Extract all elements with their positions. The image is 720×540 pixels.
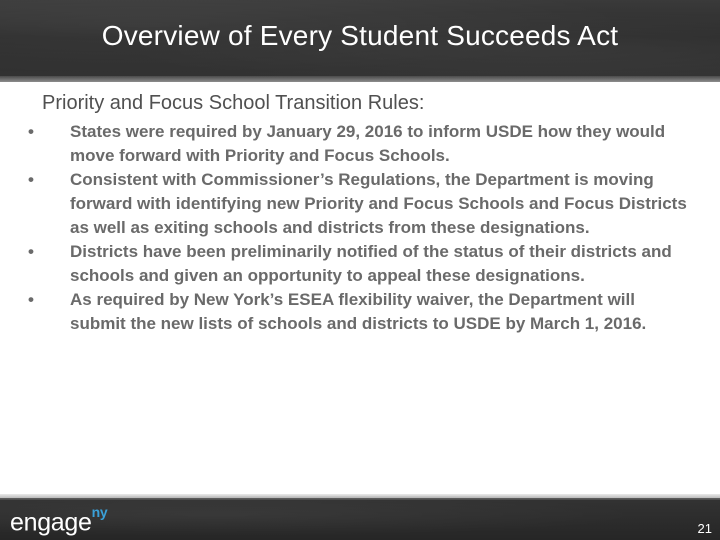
bullet-list [28,120,688,336]
slide-subtitle: Priority and Focus School Transition Rules: [42,92,425,114]
bullet-text: Consistent with Commissioner’s Regulations, the Department is moving forward with identifying new Priority and Focus Schools and Focus Districts as well as exiting schools and districts from these designations. [70,170,687,237]
bullet-text: States were required by January 29, 2016 to inform USDE how they would move forward with Priority and Focus Schools. [70,122,666,165]
header-chalkboard-band [0,0,720,82]
footer-chalkboard-band [0,498,720,540]
bullet-text: Districts have been preliminarily notified of the status of their districts and schools and given an opportunity to appeal these designations. [70,242,672,285]
bullet-marker: • [28,290,34,309]
bullet-item [28,240,688,288]
bullet-item [28,168,688,240]
engageny-logo [10,503,108,537]
page-number: 21 [697,521,712,536]
bullet-text: As required by New York’s ESEA flexibility waiver, the Department will submit the new lists of schools and districts to USDE by March 1, 2016. [70,290,647,333]
bullet-item [28,288,688,336]
bullet-item [28,120,688,168]
slide-title: Overview of Every Student Succeeds Act [101,20,619,51]
bullet-marker: • [28,170,34,189]
logo-text: engage [10,508,92,536]
logo-superscript: ny [91,503,108,520]
bullet-marker: • [28,122,34,141]
bullet-marker: • [28,242,34,261]
